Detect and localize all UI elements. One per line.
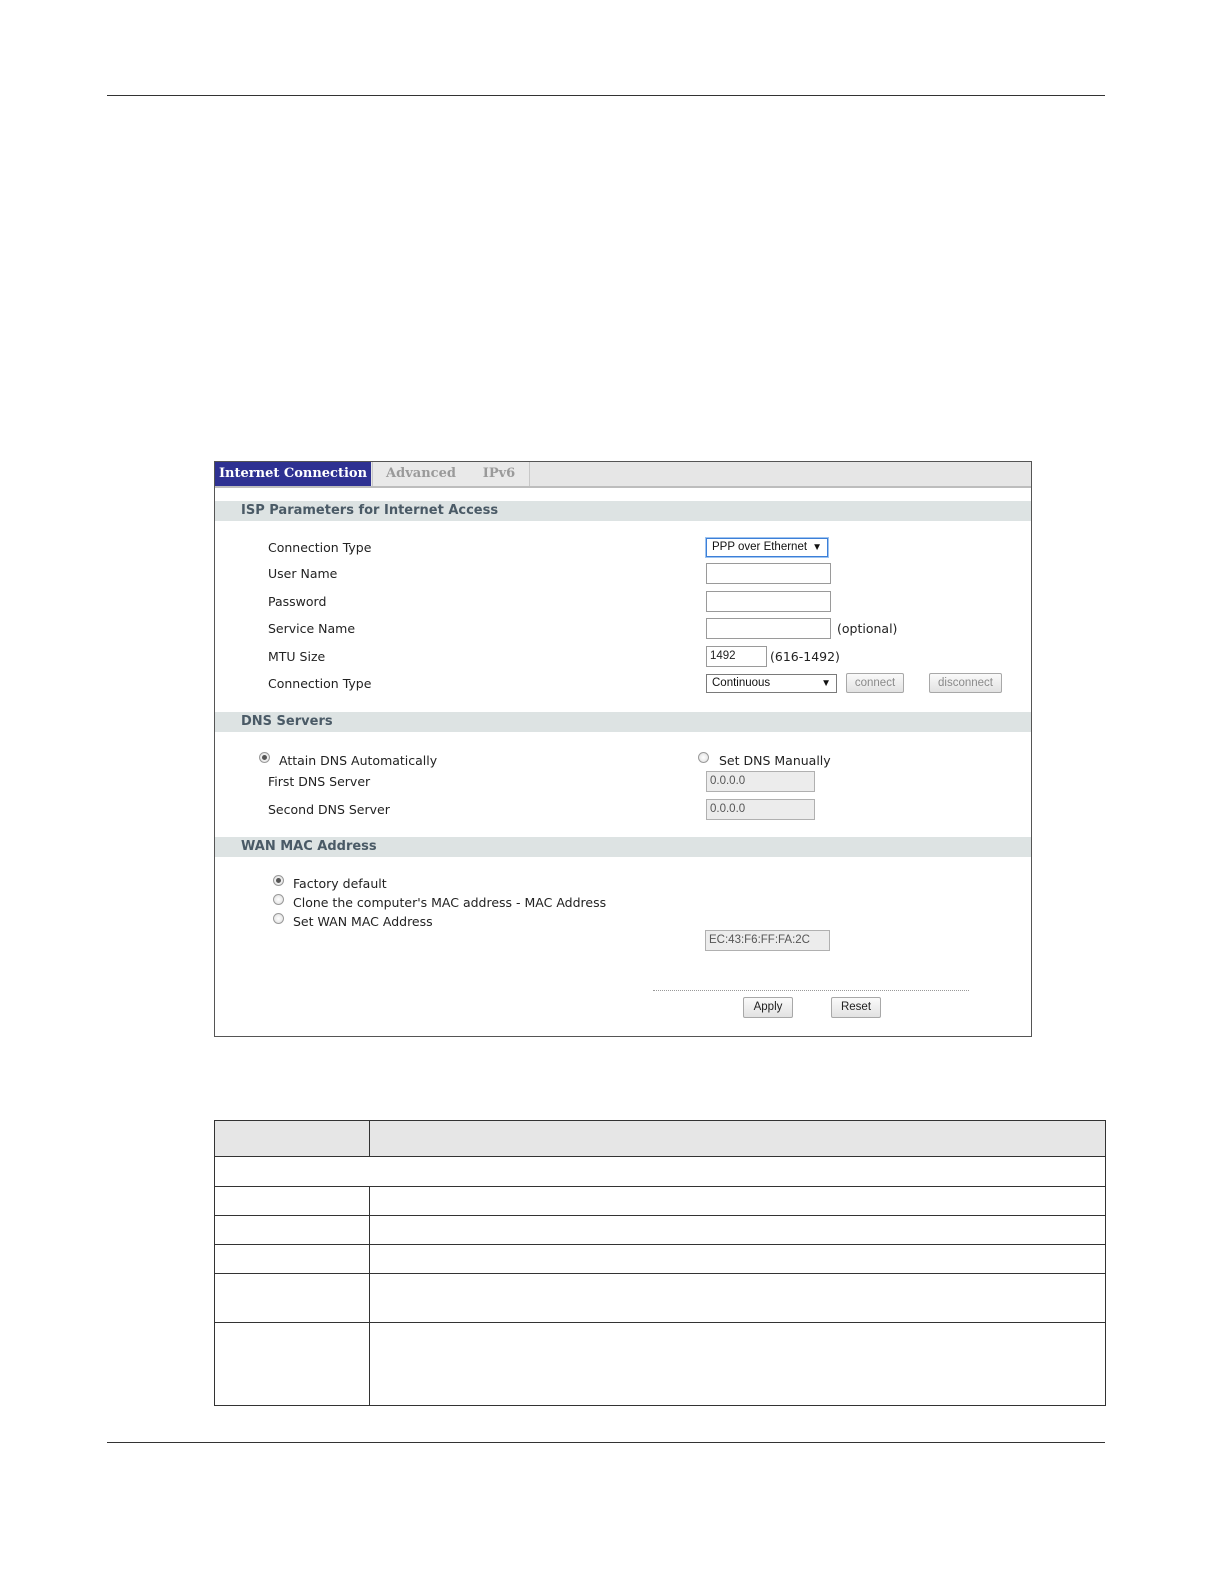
table-row bbox=[215, 1274, 1106, 1323]
dns-auto-radio[interactable] bbox=[259, 752, 270, 763]
footer-rule bbox=[107, 1442, 1105, 1443]
header-rule bbox=[107, 95, 1105, 96]
connection-type-value: PPP over Ethernet bbox=[712, 541, 808, 553]
table-row bbox=[215, 1216, 1106, 1245]
table-cell bbox=[215, 1216, 370, 1245]
table-row bbox=[215, 1245, 1106, 1274]
tab-internet-connection[interactable]: Internet Connection bbox=[215, 462, 371, 486]
connection-type-label: Connection Type bbox=[268, 540, 372, 555]
dns-manual-radio[interactable] bbox=[698, 752, 709, 763]
mtu-size-label: MTU Size bbox=[268, 649, 326, 664]
table-cell bbox=[215, 1245, 370, 1274]
second-dns-label: Second DNS Server bbox=[268, 802, 390, 817]
table-cell bbox=[370, 1323, 1106, 1406]
wan-mac-section-title: WAN MAC Address bbox=[241, 839, 377, 854]
reset-button[interactable]: Reset bbox=[831, 997, 881, 1018]
tab-bar bbox=[215, 462, 1031, 488]
mtu-size-input[interactable]: 1492 bbox=[706, 646, 767, 667]
disconnect-button[interactable]: disconnect bbox=[929, 673, 1002, 693]
isp-section-header bbox=[215, 501, 1031, 521]
router-config-panel bbox=[214, 461, 1032, 1037]
user-name-label: User Name bbox=[268, 566, 338, 581]
connection-mode-select[interactable] bbox=[706, 674, 837, 693]
table-row bbox=[215, 1157, 1106, 1187]
connection-type-select[interactable] bbox=[706, 538, 828, 557]
mac-set-radio[interactable] bbox=[273, 913, 284, 924]
connection-mode-value: Continuous bbox=[712, 677, 771, 689]
table-header-cell bbox=[370, 1121, 1106, 1157]
service-name-input[interactable] bbox=[706, 618, 831, 639]
mac-factory-radio[interactable] bbox=[273, 875, 284, 886]
table-header-row bbox=[215, 1121, 1106, 1157]
dropdown-arrow-icon: ▼ bbox=[821, 678, 831, 689]
table-cell bbox=[215, 1323, 370, 1406]
table-cell bbox=[215, 1157, 1106, 1187]
field-description-table bbox=[214, 1120, 1106, 1406]
tab-advanced[interactable]: Advanced bbox=[372, 462, 470, 486]
table-cell bbox=[370, 1216, 1106, 1245]
connect-button[interactable]: connect bbox=[846, 673, 904, 693]
table-cell bbox=[215, 1187, 370, 1216]
table-header-cell bbox=[215, 1121, 370, 1157]
tab-ipv6[interactable]: IPv6 bbox=[469, 462, 530, 486]
connection-mode-label: Connection Type bbox=[268, 676, 372, 691]
mac-clone-radio[interactable] bbox=[273, 894, 284, 905]
table-cell bbox=[370, 1245, 1106, 1274]
table-row bbox=[215, 1187, 1106, 1216]
table-cell bbox=[370, 1187, 1106, 1216]
dropdown-arrow-icon: ▼ bbox=[812, 542, 822, 553]
wan-mac-section-header bbox=[215, 837, 1031, 857]
user-name-input[interactable] bbox=[706, 563, 831, 584]
service-name-hint: (optional) bbox=[837, 621, 898, 636]
password-label: Password bbox=[268, 594, 327, 609]
mac-set-label: Set WAN MAC Address bbox=[293, 914, 433, 929]
dns-section-header bbox=[215, 712, 1031, 732]
password-input[interactable] bbox=[706, 591, 831, 612]
wan-mac-input[interactable]: EC:43:F6:FF:FA:2C bbox=[705, 930, 830, 951]
dns-section-title: DNS Servers bbox=[241, 714, 333, 729]
mtu-size-hint: (616-1492) bbox=[770, 649, 840, 664]
dns-manual-label: Set DNS Manually bbox=[719, 753, 831, 768]
table-cell bbox=[370, 1274, 1106, 1323]
dns-auto-label: Attain DNS Automatically bbox=[279, 753, 438, 768]
second-dns-input[interactable]: 0.0.0.0 bbox=[706, 799, 815, 820]
first-dns-input[interactable]: 0.0.0.0 bbox=[706, 771, 815, 792]
action-divider bbox=[653, 990, 969, 991]
table-row bbox=[215, 1323, 1106, 1406]
first-dns-label: First DNS Server bbox=[268, 774, 371, 789]
service-name-label: Service Name bbox=[268, 621, 356, 636]
apply-button[interactable]: Apply bbox=[743, 997, 793, 1018]
mac-clone-label: Clone the computer's MAC address - MAC Address bbox=[293, 895, 607, 910]
isp-section-title: ISP Parameters for Internet Access bbox=[241, 503, 499, 518]
table-cell bbox=[215, 1274, 370, 1323]
mac-factory-label: Factory default bbox=[293, 876, 387, 891]
